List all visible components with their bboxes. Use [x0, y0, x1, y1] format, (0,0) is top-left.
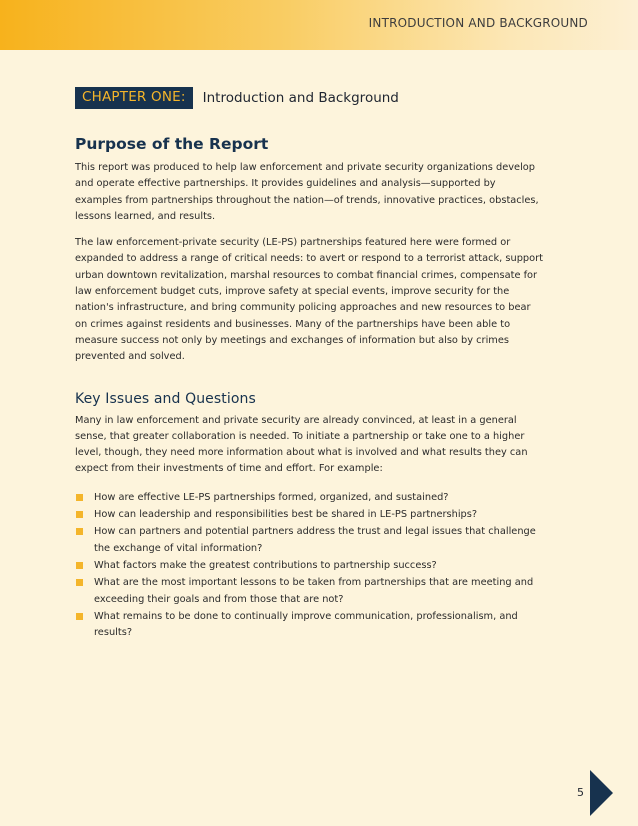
square-bullet-icon — [76, 613, 83, 620]
page-number: 5 — [577, 786, 584, 799]
list-item — [75, 558, 545, 574]
list-item — [75, 575, 545, 608]
list-item — [75, 524, 545, 557]
purpose-paragraph-1: This report was produced to help law enforcement and private security organizations develop and operate effective partnerships. It provides guidelines and analysis—supported by examples from partnerships throughout the nation—of trends, innovative practices, obstacles, lessons learned, and results. — [75, 162, 539, 222]
list-item — [75, 507, 545, 523]
main-content — [75, 134, 545, 642]
square-bullet-icon — [76, 528, 83, 535]
running-header-title: INTRODUCTION AND BACKGROUND — [368, 16, 588, 30]
square-bullet-icon — [76, 511, 83, 518]
header-band — [0, 0, 638, 50]
page-arrow-icon — [590, 770, 613, 816]
list-item-text: How are effective LE-PS partnerships formed, organized, and sustained? — [94, 491, 449, 503]
chapter-label: CHAPTER ONE: — [75, 87, 193, 109]
chapter-heading — [75, 87, 399, 109]
key-issues-intro: Many in law enforcement and private security are already convinced, at least in a general sense, that greater collaboration is needed. To initiate a partnership or take one to a higher level, though, they need more information about what is involved and what results they can expect from their investments of time and effort. For example: — [75, 414, 528, 475]
square-bullet-icon — [76, 579, 83, 586]
list-item — [75, 490, 545, 506]
list-item-text: How can partners and potential partners address the trust and legal issues that challenge the exchange of vital information? — [94, 526, 536, 554]
square-bullet-icon — [76, 562, 83, 569]
chapter-title: Introduction and Background — [202, 90, 399, 106]
list-item-text: What are the most important lessons to be taken from partnerships that are meeting and exceeding their goals and from those that are not? — [94, 577, 534, 605]
list-item-text: How can leadership and responsibilities best be shared in LE-PS partnerships? — [94, 509, 478, 521]
purpose-paragraph-2: The law enforcement-private security (LE-PS) partnerships featured here were formed or expanded to address a range of critical needs: to avert or respond to a terrorist attack, support urban downtown revitalization, marshal resources to combat financial crimes, compensate for law enforcement budget cuts, improve safety at special events, improve security for the nation's infrastructure, and bring community policing approaches and new resources to bear on crimes against residents and businesses. Many of the partnerships have been able to measure success not only by meetings and exchanges of information but also by crimes prevented and solved. — [75, 237, 544, 363]
square-bullet-icon — [76, 494, 83, 501]
list-item — [75, 609, 545, 642]
list-item-text: What factors make the greatest contributions to partnership success? — [94, 559, 437, 571]
list-item-text: What remains to be done to continually improve communication, professionalism, and results? — [94, 610, 518, 639]
key-issues-heading: Key Issues and Questions — [75, 390, 256, 407]
question-list — [75, 490, 545, 642]
purpose-heading: Purpose of the Report — [75, 135, 269, 153]
